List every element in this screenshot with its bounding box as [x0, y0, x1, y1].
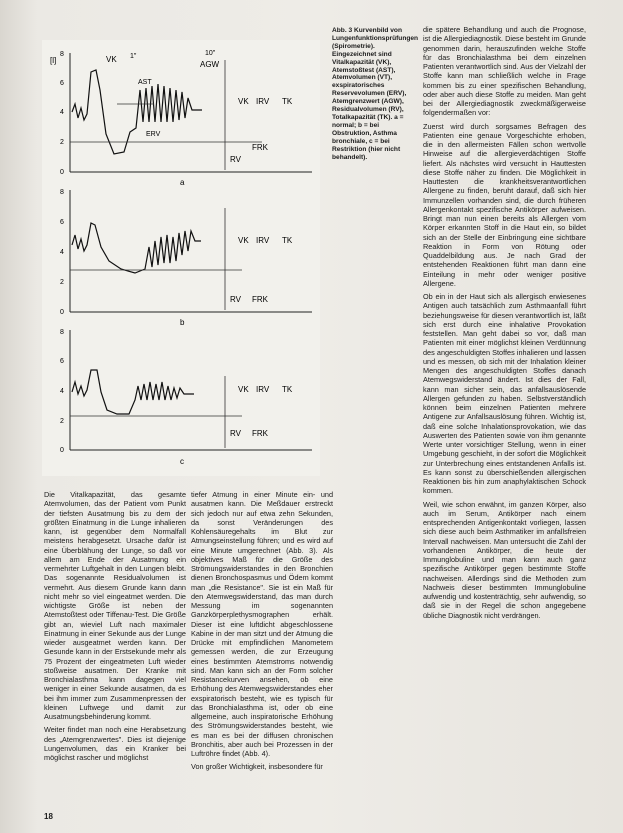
y-tick-c-8: 8 [60, 329, 64, 336]
label-vk-b: VK [238, 236, 249, 245]
paragraph: Zuerst wird durch sorgsames Befragen des Patienten eine genaue Vorgeschichte erhoben, die in den allermeisten Fällen schon wertvolle Hinweise auf die allergieverdächtigen Stoffe liefert. Als nächstes wird versucht in Hauttesten diese Stoffe näher zu finden. Die Möglichkeit in Hauttesten die krankheitsverantwortlichen Allergene zu finden, beruht darauf, daß sich hier Immunzellen vorhanden sind, die durch früheren Allergenkontakt spezifische Antikörper aufweisen. Bringt man nun einen bereits als Allergen vom Körper erkannten Stoff in die Haut ein, so bildet sich an der Stelle der Einbringung eine sichtbare Reaktion in Form von Rötung oder Quaddelbildung aus. Je nach Grad der entstehenden Reaktionen führt man dann eine Einteilung in mehr oder weniger positive Allergene. [423, 121, 586, 288]
paragraph: Die Vitalkapazität, das gesamte Atemvolumen, das der Patient vom Punkt der tiefsten Ausatmung bis zu dem der größten Einatmung in die Lunge inhalieren kann, ist gegenüber dem Normalfall meistens herabgesetzt. Ursache dafür ist eine Überblähung der Lunge, so daß vor allem am Ende der Ausatmung ein vermehrter Luftgehalt in den Lungen bleibt. Das sogenannte Residualvolumen ist vermehrt. Aus diesem Grunde kann dann nicht mehr so viel eingeatmet werden. Die wichtigste Größe ist neben der Atemstoßtest oder Tiffenau-Test. Die Größe gibt an, wieviel Luft nach maximaler Einatmung in einer Sekunde aus der Lunge wieder ausgeatmet werden kann. Der Gesunde kann in der Erstsekunde mehr als 75 Prozent der eingeatmeten Luft wieder stoßweise ausatmen. Der Kranke mit Bronchialasthma kann dagegen viel weniger in einer Sekunde ausatmen, da es bei ihm immer zum Zusammenpressen der kleinen Luftwege und damit zur Ausatmungsbehinderung kommt. [44, 490, 186, 721]
curve-c [72, 370, 194, 414]
label-tk-c: TK [282, 385, 293, 394]
text-column-left [44, 490, 186, 766]
paragraph: Weiter findet man noch eine Herabsetzung des „Atemgrenzwertes". Dies ist diejenige Lungenvolumen, das ein Kranker bei möglichst rascher und möglichst [44, 725, 186, 762]
label-10s: 10" [205, 50, 216, 57]
panel-a [50, 50, 312, 187]
label-vk-a2: VK [238, 97, 249, 106]
curve-a [72, 70, 202, 154]
panel-b-label: b [180, 318, 185, 327]
label-rv-b: RV [230, 295, 241, 304]
page-number: 18 [44, 812, 53, 821]
text-column-middle [191, 490, 333, 776]
label-frk-a: FRK [252, 143, 268, 152]
y-tick-a-6: 6 [60, 80, 64, 87]
label-rv-c: RV [230, 429, 241, 438]
label-vk-c: VK [238, 385, 249, 394]
y-tick-b-6: 6 [60, 219, 64, 226]
label-vk-a: VK [106, 55, 117, 64]
label-agw: AGW [200, 60, 220, 69]
paragraph: Ob ein in der Haut sich als allergisch erwiesenes Antigen auch tatsächlich zum Asthmaanfall führt beziehungsweise für diesen verantwortlich ist, läßt sich erst durch eine inhalative Provokation feststellen. Man geht dabei so vor, daß man Patienten mit einer möglichst kleinen Verdünnung des angeschuldigten Stoffes inhalieren und lassen und es messen, ob sich mit der Inhalation kleiner Mengen des angeschuldigten Stoffes danach Atemwegswiderstand ändert. Ist dies der Fall, kann man sicher sein, das anfallsauslösende Allergen gefunden zu haben. Selbstverständlich können beim einzelnen Patienten mehrere Antigene zur Anfallsauslösung führen. Wichtig ist, daß eine solche Inhalationsprovokation, wie das Auswerten des Patienten sowie von ihm genannte Werte unter vorsichtiger Stellung, wenn in einer Umgebung geschieht, in der sofort die Möglichkeit zur Unterbrechung eines entstandenen Anfalls ist. Es kann sonst zu überschießenden allergischen Reaktionen bis hin zum anaphylaktischen Schock kommen. [423, 292, 586, 496]
y-tick-b-0: 0 [60, 309, 64, 316]
text-column-right [423, 25, 586, 624]
label-ast: AST [138, 79, 152, 86]
y-tick-b-4: 4 [60, 249, 64, 256]
y-tick-a-2: 2 [60, 139, 64, 146]
label-frk-b: FRK [252, 295, 268, 304]
label-irv-a: IRV [256, 97, 270, 106]
y-tick-b-2: 2 [60, 279, 64, 286]
y-tick-a-8: 8 [60, 51, 64, 58]
label-tk-a: TK [282, 97, 293, 106]
label-frk-c: FRK [252, 429, 268, 438]
spirometry-chart [42, 40, 320, 476]
panel-a-label: a [180, 178, 185, 187]
label-irv-b: IRV [256, 236, 270, 245]
paragraph: Von großer Wichtigkeit, insbesondere für [191, 762, 323, 772]
figure-caption: Abb. 3 Kurvenbild von Lungenfunktionsprüfungen (Spirometrie). Eingezeichnet sind Vitalkapazität (VK), Atemstoßtest (AST), Atemvolumen (VT), exspiratorisches Reservevolumen (ERV), Atemgrenzwert (AGW), Residualvolumen (RV), Totalkapazität (TK). a = normal; b = bei Obstruktion, Asthma bronchiale, c = bei Restriktion (hier nicht behandelt). [332, 27, 419, 161]
paragraph: die spätere Behandlung und auch die Prognose, ist die Allergiediagnostik. Diese besteht im Grunde genommen darin, herauszufinden welche Stoffe für das Bronchialasthma bei dem einzelnen Patienten verantwortlich sind. Aus der Vielzahl der Stoffe kann man schließlich welche in Frage kommen bis zu einer spezifischen Behandlung, oder aber auch diese Stoffe zu meiden. Man geht bei der Allergiediagnostik zweckmäßigerweise folgendermaßen vor: [423, 25, 586, 118]
curve-b [72, 223, 201, 273]
panel-c-label: c [180, 457, 184, 466]
label-irv-c: IRV [256, 385, 270, 394]
label-1s: 1" [130, 53, 137, 60]
y-tick-c-6: 6 [60, 358, 64, 365]
unit-label: [l] [50, 56, 57, 65]
paragraph: Weil, wie schon erwähnt, im ganzen Körper, also auch im Serum, Antikörper nach einem entsprechenden Antigenkontakt vorliegen, lassen sich diese auch beim Asthmatiker im anfallsfreien Intervall nachweisen. Man untersucht die Zahl der vorhandenen Antikörper, die heute der Immunglobuline und man kann auch ganz spezifische Antikörper gegen bestimmte Stoffe nachweisen. Allerdings sind die Methoden zum Nachweis dieser bestimmten Immunglobuline aufwendig und kostenträchtig, sehr aufwendig, so daß sie in der Regel die schon angegebene übliche Diagnostik nicht verdrängen. [423, 499, 586, 620]
paragraph: tiefer Atmung in einer Minute ein- und ausatmen kann. Die Meßdauer erstreckt sich jedoch nur auf etwa zehn Sekunden, da sonst Veränderungen des Kohlensäuregehalts im Blut zur Atmungseinstellung führen; und es wird auf eine Minute umgerechnet (Abb. 3). Als objektives Maß für die Größe des Strömungswiderstandes in den Bronchien dienen Bronchospasmus und Ödem kommt man „die Resistance". Sie ist ein Maß für den Atemwegswiderstand, das man durch Messung im sogenannten Ganzkörperplethysmographen erhält. Dieser ist eine luftdicht abgeschlossene Kabine in der man sitzt und der Atmung die Drücke mit empfindlichen Manometern gemessen werden, die zur Erzeugung eines bestimmten Atemstroms notwendig sind. Man kann sich an der Form solcher Resistancekurven ansehen, ob eine Erhöhung des Atemwegswiderstandes eher exspiratorisch besteht, wie es typisch für das Bronchialasthma ist, oder ob eine allgemeine, auch inspiratorische Erhöhung des Strömungswiderstandes besteht, wie es man es bei der diffusen chronischen Bronchitis, aber auch bei Prozessen in der Luftröhre findet (Abb. 4). [191, 490, 333, 758]
y-tick-c-2: 2 [60, 418, 64, 425]
y-tick-a-4: 4 [60, 109, 64, 116]
spirometry-figure [42, 40, 320, 476]
label-rv-a: RV [230, 155, 241, 164]
y-tick-c-0: 0 [60, 447, 64, 454]
y-tick-a-0: 0 [60, 169, 64, 176]
panel-b [60, 189, 312, 327]
y-tick-c-4: 4 [60, 388, 64, 395]
label-tk-b: TK [282, 236, 293, 245]
label-erv: ERV [146, 131, 161, 138]
y-tick-b-8: 8 [60, 189, 64, 196]
panel-c [60, 329, 312, 466]
